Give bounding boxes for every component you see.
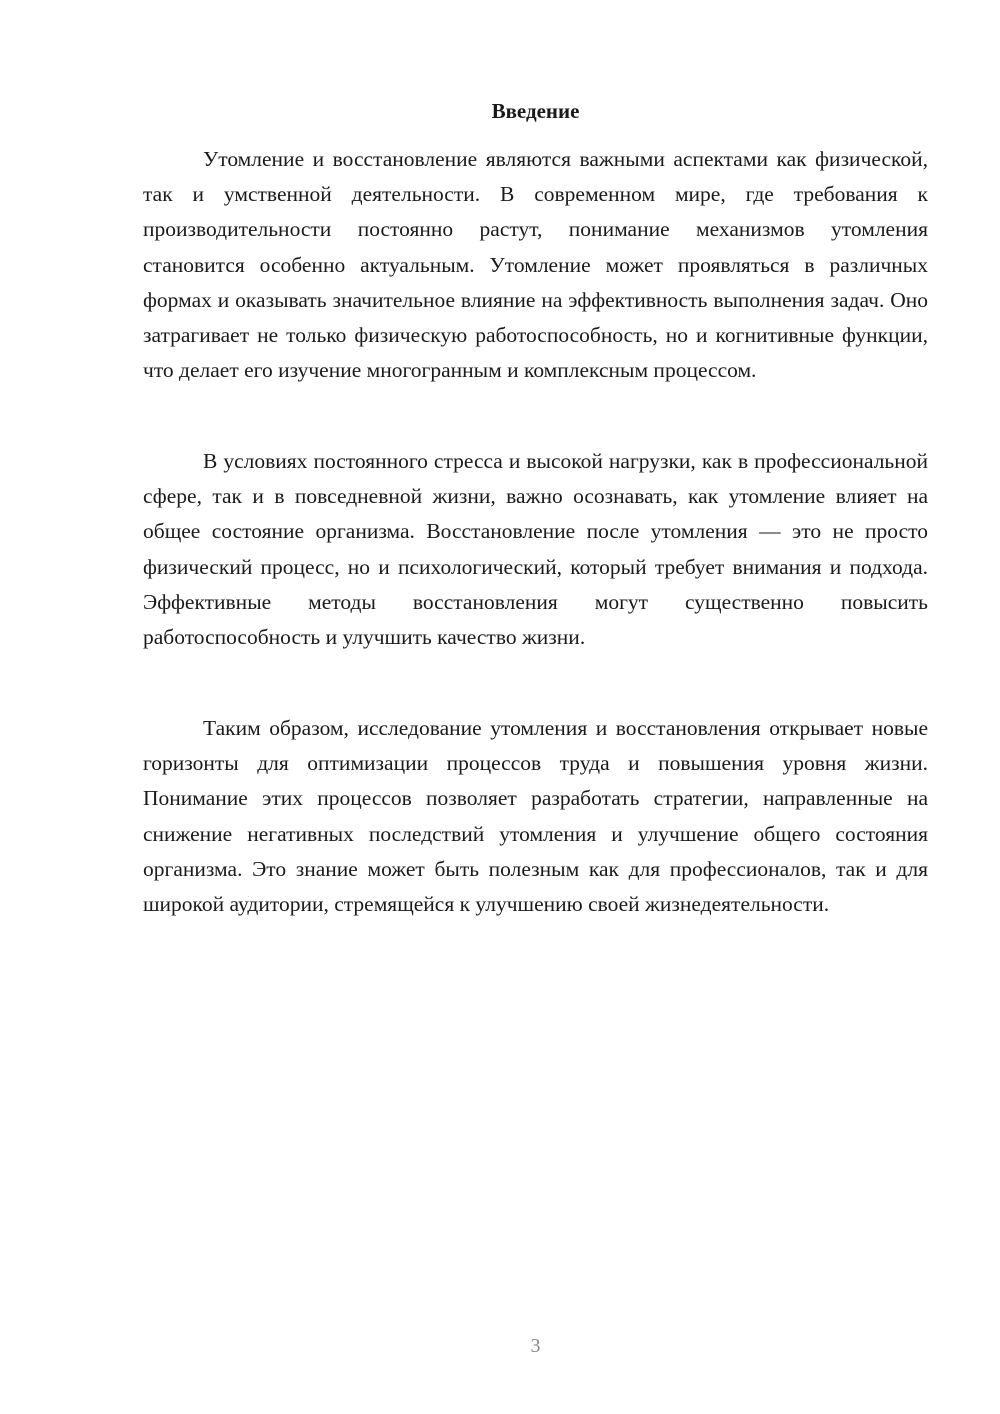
paragraph-block-1 bbox=[143, 142, 928, 388]
paragraph-1: Утомление и восстановление являются важными аспектами как физической, так и умственной деятельности. В современном мире, где требования к производительности постоянно растут, понимание механизмов утомления становится особенно актуальным. Утомление может проявляться в различных формах и оказывать значительное влияние на эффективность выполнения задач. Оно затрагивает не только физическую работоспособность, но и когнитивные функции, что делает его изучение многогранным и комплексным процессом. bbox=[143, 147, 928, 383]
page-title: Введение bbox=[491, 99, 580, 123]
paragraph-2: В условиях постоянного стресса и высокой нагрузки, как в профессиональной сфере, так и в повседневной жизни, важно осознавать, как утомление влияет на общее состояние организма. Восстановление после утомления — это не просто физический процесс, но и психологический, который требует внимания и подхода. Эффективные методы восстановления могут существенно повысить работоспособность и улучшить качество жизни. bbox=[143, 449, 928, 650]
paragraph-block-3 bbox=[143, 711, 928, 922]
page-number: 3 bbox=[530, 1335, 541, 1357]
paragraph-3: Таким образом, исследование утомления и восстановления открывает новые горизонты для оптимизации процессов труда и повышения уровня жизни. Понимание этих процессов позволяет разработать стратегии, направленные на снижение негативных последствий утомления и улучшение общего состояния организма. Это знание может быть полезным как для профессионалов, так и для широкой аудитории, стремящейся к улучшению своей жизнедеятельности. bbox=[143, 716, 928, 917]
paragraph-block-2 bbox=[143, 444, 928, 655]
